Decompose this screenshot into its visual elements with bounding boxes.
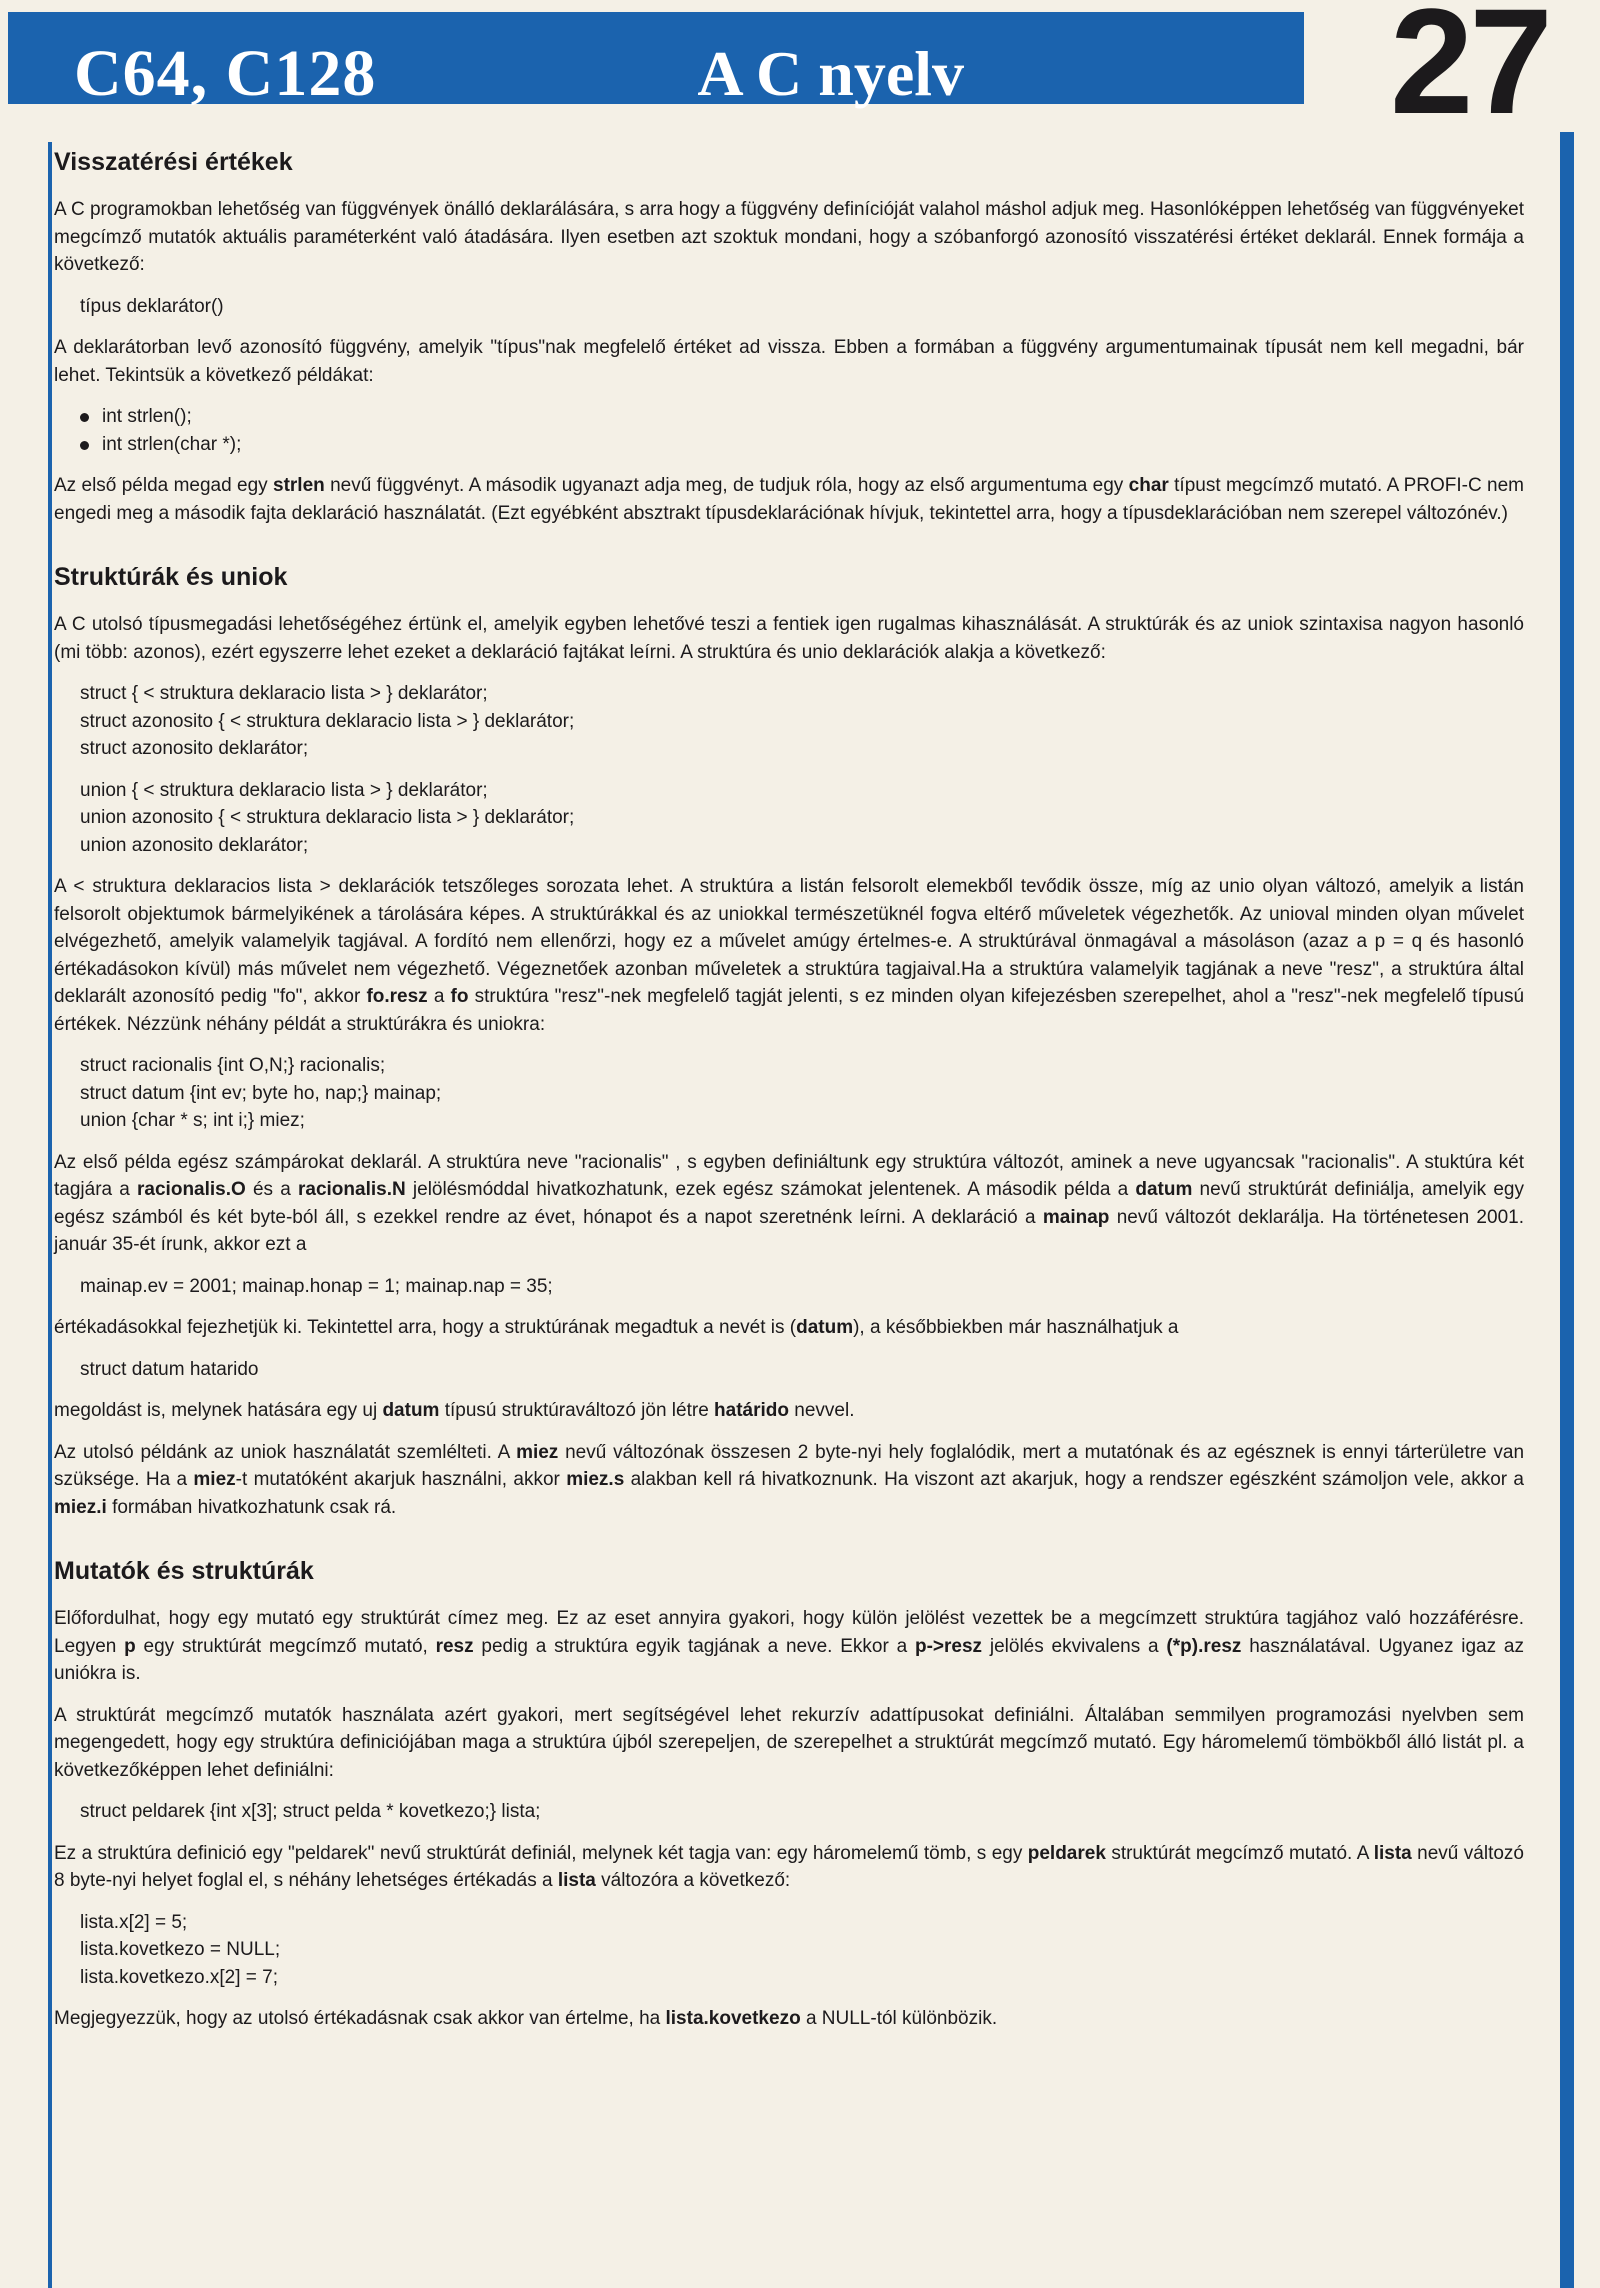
code-block <box>80 777 1524 860</box>
paragraph: megoldást is, melynek hatására egy uj datum típusú struktúraváltozó jön létre határido nevvel. <box>54 1400 855 1421</box>
paragraph: Az első példa egész számpárokat deklarál. A struktúra neve "racionalis" , s egyben definiáltunk egy struktúra változót, aminek a neve ugyancsak "racionalis". A stuktúra két tagjára a racionalis.O és a racionalis.N jelölésmóddal hivatkozhatunk, ezek egész számokat jelentenek. A második példa a datum nevű struktúrát definiálja, amelyik egy egész számból és két byte-ból áll, s ezekkel rendre az évet, hónapot és a napot szeretnénk leírni. A deklaráció a mainap nevű változót deklarálja. Ha történetesen 2001. január 35-ét írunk, akkor ezt a <box>54 1151 1524 1255</box>
paragraph: A deklarátorban levő azonosító függvény, amelyik "típus"nak megfelelő értéket ad vissza. Ebben a formában a függvény argumentumainak típusát nem kell megadni, bár lehet. Tekintsük a következő példákat: <box>54 337 1524 386</box>
section-heading: Struktúrák és uniok <box>54 563 288 591</box>
paragraph: A C programokban lehetőség van függvények önálló deklarálására, s arra hogy a függvény definícióját valahol máshol adjuk meg. Hasonlóképpen lehetőség van függvényeket megcímző mutatók aktuális paraméterként való átadására. Ilyen esetben azt szoktuk mondani, hogy a szóbanforgó azonosító visszatérési értéket deklarál. Ennek formája a következő: <box>54 199 1524 275</box>
section-heading: Visszatérési értékek <box>54 148 293 176</box>
paragraph: Ez a struktúra definició egy "peldarek" nevű struktúrát definiál, melynek két tagja van: egy háromelemű tömb, s egy peldarek struktúrát megcímző mutató. A lista nevű változó 8 byte-nyi helyet foglal el, s néhány lehetséges értékadás a lista változóra a következő: <box>54 1842 1524 1891</box>
code-line: mainap.ev = 2001; mainap.honap = 1; mainap.nap = 35; <box>80 1275 553 1297</box>
code-line: struct datum {int ev; byte ho, nap;} mainap; <box>80 1082 442 1104</box>
code-line: union {char * s; int i;} miez; <box>80 1110 305 1131</box>
paragraph: Az utolsó példánk az uniok használatát szemlélteti. A miez nevű változónak összesen 2 byte-nyi hely foglalódik, mert a mutatónak és az egésznek is ennyi tárterületre van szüksége. Ha a miez-t mutatóként akarjuk használni, akkor miez.s alakban kell rá hivatkoznunk. Ha viszont azt akarjuk, hogy a rendszer egészként számoljon vele, akkor a miez.i formában hivatkozhatunk csak rá. <box>54 1441 1525 1518</box>
list-item: int strlen(); <box>80 403 1524 431</box>
code-block <box>80 680 1524 763</box>
paragraph: Az első példa megad egy strlen nevű függvényt. A második ugyanazt adja meg, de tudjuk róla, hogy az első argumentuma egy char típust megcímző mutató. A PROFI-C nem engedi meg a második fajta deklaráció használatát. (Ezt egyébként absztrakt típusdeklarációnak hívjuk, tekintettel arra, hogy a típusdeklarációban nem szerepel változónév.) <box>54 475 1524 524</box>
header-bar <box>8 12 1304 110</box>
section-return-values <box>54 146 1524 527</box>
code-block <box>80 1356 1524 1384</box>
code-line: union { < struktura deklaracio lista > } deklarátor; <box>80 779 488 801</box>
paragraph: A < struktura deklaracios lista > deklarációk tetszőleges sorozata lehet. A struktúra a listán felsorolt elemekből tevődik össze, míg az unio olyan változó, amelyik a listán felsorolt objektumok bármelyikének a tárolására képes. A struktúrákkal és az uniokkal természetüknél fogva eltérő műveletek végezhetők. Az unioval minden olyan művelet elvégezhető, amelyik valamelyik tagjával. A fordító nem ellenőrzi, hogy ez a művelet amúgy értelmes-e. A struktúrával önmagával a másoláson (azaz a p = q és hasonló értékadásokon kívül) más művelet nem végezhető. Végeznetőek azonban műveletek a struktúra tagjaival.Ha a struktúra valamelyik tagjának a neve "resz", a struktúra által deklarált azonosító pedig "fo", akkor fo.resz a fo struktúra "resz"-nek megfelelő tagját jelenti, s ez minden olyan kifejezésben szerepelhet, ahol a "resz"-nek megfelelő típusú értékek. Nézzünk néhány példát a struktúrákra és uniokra: <box>54 876 1525 1035</box>
code-block <box>80 1798 1524 1826</box>
code-line: union azonosito { < struktura deklaracio lista > } deklarátor; <box>80 807 575 828</box>
code-line: struct peldarek {int x[3]; struct pelda * kovetkezo;} lista; <box>80 1801 541 1822</box>
list-item: int strlen(char *); <box>80 431 1524 459</box>
paragraph: Megjegyezzük, hogy az utolsó értékadásnak csak akkor van értelme, ha lista.kovetkezo a NULL-tól különbözik. <box>54 2008 998 2029</box>
paragraph: A struktúrát megcímző mutatók használata azért gyakori, mert segítségével lehet rekurzív adattípusokat definiálni. Általában semmilyen programozási nyelvben sem megengedett, hogy egy struktúra definiciójában maga a struktúra újból szerepeljen, de szerepelhet a struktúrát megcímző mutató. Egy háromelemű tömbökből álló listát pl. a következőképpen lehet definiálni: <box>54 1704 1524 1781</box>
paragraph: értékadásokkal fejezhetjük ki. Tekintettel arra, hogy a struktúrának megadtuk a nevét is (datum), a későbbiekben már használhatjuk a <box>54 1317 1179 1338</box>
code-block <box>80 1273 1524 1301</box>
code-line: struct datum hatarido <box>80 1358 259 1380</box>
paragraph: Előfordulhat, hogy egy mutató egy struktúrát címez meg. Ez az eset annyira gyakori, hogy külön jelölést vezettek be a megcímzett struktúra tagjához való hozzáférésre. Legyen p egy struktúrát megcímző mutató, resz pedig a struktúra egyik tagjának a neve. Ekkor a p->resz jelölés ekvivalens a (*p).resz használatával. Ugyanez igaz az uniókra is. <box>54 1608 1524 1684</box>
code-line: típus deklarátor() <box>80 295 224 317</box>
code-line: struct racionalis {int O,N;} racionalis; <box>80 1055 386 1076</box>
code-line: lista.x[2] = 5; <box>80 1911 188 1933</box>
section-pointers-structs <box>54 1555 1524 2033</box>
brand-title: C64, C128 <box>74 37 377 110</box>
paragraph: A C utolsó típusmegadási lehetőségéhez értünk el, amelyik egyben lehetővé teszi a fentiek igen rugalmas kihasználását. A struktúrák és az uniok szintaxisa nagyon hasonló (mi több: azonos), ezért egyszerre lehet ezeket a deklaráció fajtákat leírni. A struktúra és unio deklarációk alakja a következő: <box>54 614 1524 663</box>
page-number: 27 <box>1390 0 1549 145</box>
code-line: lista.kovetkezo.x[2] = 7; <box>80 1966 279 1988</box>
code-line: lista.kovetkezo = NULL; <box>80 1939 281 1960</box>
code-line: struct { < struktura deklaracio lista > } deklarátor; <box>80 683 488 704</box>
article-body <box>54 138 1524 2067</box>
section-title: A C nyelv <box>697 38 964 109</box>
code-line: struct azonosito { < struktura deklaracio lista > } deklarátor; <box>80 710 575 732</box>
code-block <box>80 293 1524 321</box>
example-list <box>80 403 1524 458</box>
code-block <box>80 1052 1524 1135</box>
section-structs-unions <box>54 561 1524 1521</box>
code-line: union azonosito deklarátor; <box>80 834 309 856</box>
right-rule <box>1560 132 1574 2288</box>
code-block <box>80 1909 1524 1992</box>
code-line: struct azonosito deklarátor; <box>80 738 309 759</box>
section-heading: Mutatók és struktúrák <box>54 1557 314 1585</box>
left-rule <box>48 142 52 2288</box>
